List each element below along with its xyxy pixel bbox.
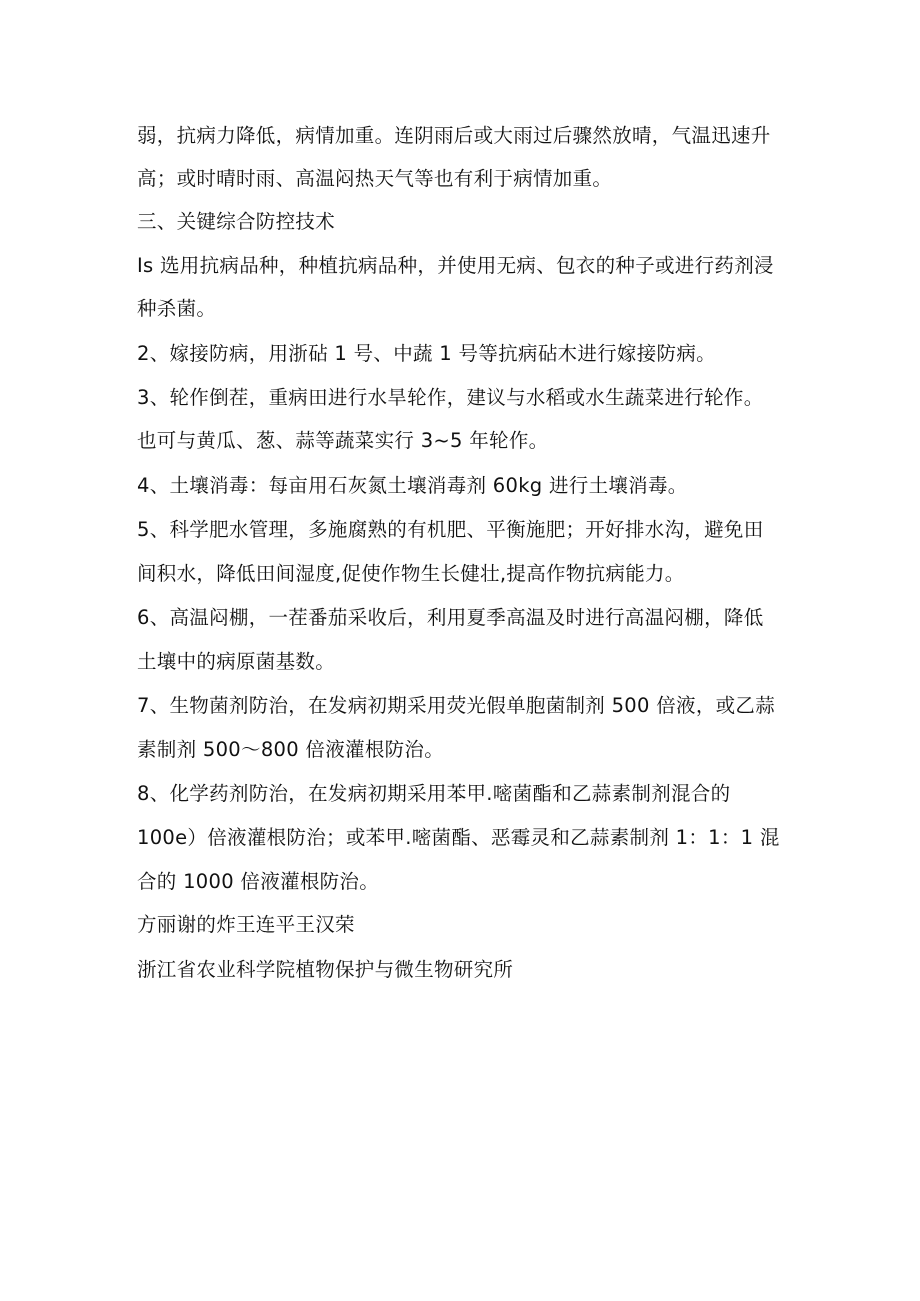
body-text-line: 高；或时晴时雨、高温闷热天气等也有利于病情加重。 (137, 167, 613, 190)
body-text-line: 5、科学肥水管理，多施腐熟的有机肥、平衡施肥；开好排水沟，避免田 (137, 518, 764, 541)
body-text-line: 7、生物菌剂防治，在发病初期采用荧光假单胞菌制剂 500 倍液，或乙蒜 (137, 694, 776, 717)
body-text-line: 8、化学药剂防治，在发病初期采用苯甲.嘧菌酯和乙蒜素制剂混合的 (137, 782, 731, 805)
body-text-line: 也可与黄瓜、葱、蒜等蔬菜实行 3~5 年轮作。 (137, 429, 549, 452)
body-text-line: 种杀菌。 (137, 297, 217, 320)
body-text-line: 弱，抗病力降低，病情加重。连阴雨后或大雨过后骤然放晴，气温迅速升 (137, 124, 771, 147)
body-text-line: 6、高温闷棚，一茬番茄采收后，利用夏季高温及时进行高温闷棚，降低 (137, 606, 764, 629)
body-text-line: 4、土壤消毒：每亩用石灰氮土壤消毒剂 60kg 进行土壤消毒。 (137, 474, 688, 497)
body-text-line: 素制剂 500〜800 倍液灌根防治。 (137, 738, 445, 761)
body-text-line: 间积水，降低田间湿度,促使作物生长健壮,提高作物抗病能力。 (137, 562, 685, 585)
body-text-line: Is 选用抗病品种，种植抗病品种，并使用无病、包衣的种子或进行药剂浸 (137, 254, 774, 277)
body-text-line: 100e）倍液灌根防治；或苯甲.嘧菌酯、恶霉灵和乙蒜素制剂 1：1：1 混 (137, 826, 780, 849)
author-line: 方丽谢的炸王连平王汉荣 (137, 913, 355, 936)
body-text-line: 2、嫁接防病，用浙砧 1 号、中蔬 1 号等抗病砧木进行嫁接防病。 (137, 342, 716, 365)
affiliation-line: 浙江省农业科学院植物保护与微生物研究所 (137, 958, 514, 981)
body-text-line: 3、轮作倒茬，重病田进行水旱轮作，建议与水稻或水生蔬菜进行轮作。 (137, 386, 764, 409)
body-text-line: 土壤中的病原菌基数。 (137, 650, 336, 673)
body-text-line: 合的 1000 倍液灌根防治。 (137, 870, 380, 893)
section-heading: 三、关键综合防控技术 (137, 210, 336, 233)
